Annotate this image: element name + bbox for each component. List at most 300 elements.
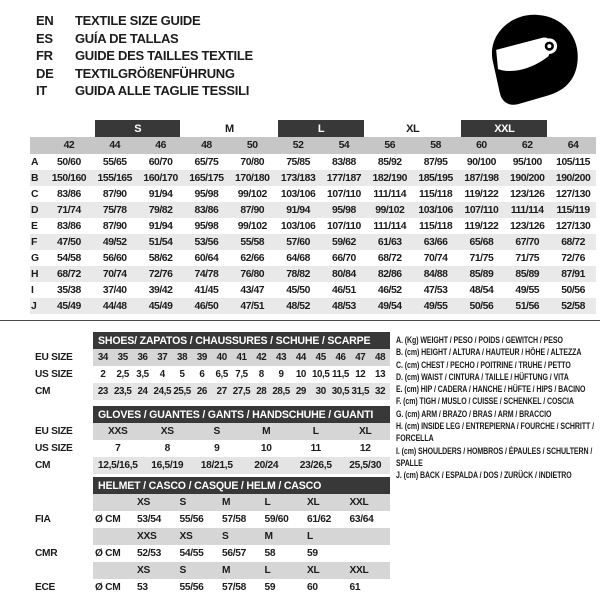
language-title: GUÍA DE TALLAS [75, 30, 179, 46]
value-cell: 20/24 [254, 460, 279, 471]
value-cell: 52/53 [137, 548, 161, 559]
value-cell: 39 [196, 352, 207, 363]
table-row [93, 423, 390, 440]
shoes-table-title: SHOES/ ZAPATOS / CHAUSSURES / SCHUHE / SCARPE [93, 332, 390, 349]
size-value-cell: 111/114 [373, 220, 407, 232]
size-value-cell: 84/88 [413, 266, 459, 282]
table-row [93, 494, 390, 511]
table-row [93, 579, 390, 596]
size-value-cell: 80/84 [321, 266, 367, 282]
value-cell: 57/58 [222, 514, 246, 525]
value-cell: S [213, 426, 220, 437]
language-code: IT [36, 83, 47, 98]
size-value-cell: 48/53 [321, 298, 367, 314]
size-value-cell: 187/198 [458, 170, 504, 186]
unit-cell: Ø CM [95, 548, 121, 559]
size-group-xxl: XXL [461, 120, 547, 137]
row-label-cm: CM [35, 386, 51, 397]
value-cell: 29 [295, 386, 306, 397]
value-cell: 18/21,5 [200, 460, 233, 471]
value-cell: XXL [349, 497, 369, 508]
language-code: EN [36, 13, 54, 28]
value-cell: L [312, 426, 319, 437]
size-value-cell: 107/110 [326, 188, 361, 200]
value-cell: 28 [256, 386, 267, 397]
size-value-cell: 85/92 [377, 156, 402, 168]
language-code: FR [36, 48, 53, 63]
measure-row-label: A [31, 156, 39, 168]
value-cell: 11 [310, 443, 321, 454]
size-value-cell: 75/85 [286, 156, 310, 168]
size-group-xl: XL [406, 122, 420, 135]
row-label-eu-size: EU SIZE [35, 352, 73, 363]
value-cell: 32 [375, 386, 386, 397]
value-cell: M [222, 565, 231, 576]
gloves-table-title: GLOVES / GUANTES / GANTS / HANDSCHUHE / GUANTI [93, 406, 390, 423]
language-title: GUIDE DES TAILLES TEXTILE [75, 48, 253, 63]
value-cell: 53 [137, 582, 148, 593]
value-cell: XS [179, 531, 193, 542]
value-cell: 16,5/19 [151, 460, 184, 471]
value-cell: XXS [108, 426, 128, 437]
size-column-header: 44 [92, 137, 138, 154]
size-value-cell: 107/110 [326, 220, 361, 232]
value-cell: XL [359, 426, 372, 437]
value-cell: 11,5 [332, 369, 349, 380]
language-code: DE [36, 65, 54, 81]
size-column-header: 58 [413, 137, 459, 154]
size-group-spacer [550, 120, 596, 137]
value-cell: S [179, 565, 186, 576]
measure-row-label: B [30, 170, 46, 186]
legend-entry: F. (cm) TIGH / MUSLO / CUISSE / SCHENKEL / COSCIA [396, 396, 574, 407]
size-value-cell: 56/60 [102, 252, 127, 264]
size-value-cell: 85/89 [458, 266, 504, 282]
size-value-cell: 83/86 [57, 188, 81, 200]
value-cell: 8 [258, 369, 264, 380]
size-value-cell: 95/98 [194, 220, 219, 232]
measure-row-label: F [30, 234, 46, 250]
size-value-cell: 45/50 [286, 284, 310, 296]
size-value-cell: 52/58 [550, 298, 596, 314]
value-cell: 61 [349, 582, 361, 593]
unit-cell [93, 528, 135, 545]
size-value-cell: 87/90 [229, 202, 275, 218]
value-cell: 23,5 [113, 386, 132, 397]
value-cell: 43 [276, 352, 287, 363]
value-cell: XXS [137, 531, 157, 542]
size-value-cell: 72/76 [561, 252, 585, 264]
size-value-cell: 90/100 [466, 156, 496, 168]
size-value-cell: 51/54 [138, 234, 184, 250]
size-value-cell: 55/58 [229, 234, 275, 250]
value-cell: 57/58 [222, 582, 246, 593]
measure-row-label: E [31, 220, 38, 232]
value-cell: 37 [157, 352, 168, 363]
unit-cell: Ø CM [95, 514, 121, 525]
size-value-cell: 87/91 [550, 266, 596, 282]
size-value-cell: 68/72 [550, 234, 596, 250]
row-label-spacer [35, 562, 93, 579]
size-column-header: 50 [229, 137, 275, 154]
size-value-cell: 65/68 [458, 234, 504, 250]
value-cell: 28,5 [272, 386, 290, 397]
size-column-header: 64 [550, 137, 596, 154]
size-value-cell: 185/195 [413, 170, 459, 186]
value-cell: M [222, 497, 231, 508]
size-value-cell: 63/66 [413, 234, 459, 250]
size-value-cell: 103/106 [280, 220, 316, 232]
value-cell: 13 [375, 369, 386, 380]
value-cell: XL [307, 497, 320, 508]
size-value-cell: 45/49 [46, 298, 92, 314]
size-value-cell: 35/38 [57, 284, 81, 296]
size-value-cell: 177/187 [321, 170, 367, 186]
legend-entry: A. (Kg) WEIGHT / PESO / POIDS / GEWITCH / PESO [396, 335, 563, 345]
value-cell: 12 [355, 369, 366, 380]
size-value-cell: 49/55 [413, 298, 459, 314]
language-row [36, 47, 253, 65]
value-cell: 2 [100, 369, 106, 380]
language-title-list [36, 12, 253, 100]
value-cell: 44 [295, 352, 306, 363]
size-value-cell: 111/114 [373, 188, 407, 200]
value-cell: L [264, 565, 271, 576]
size-value-cell: 170/180 [229, 170, 275, 186]
size-value-cell: 50/56 [561, 284, 585, 296]
table-row [93, 545, 390, 562]
size-value-cell: 95/98 [194, 188, 219, 200]
size-value-cell: 95/100 [512, 156, 542, 168]
value-cell: 54/55 [179, 548, 204, 559]
size-value-cell: 107/110 [458, 202, 504, 218]
size-value-cell: 75/78 [92, 202, 138, 218]
value-cell: 41 [236, 352, 247, 363]
value-cell: XL [307, 565, 320, 576]
size-value-cell: 46/50 [183, 298, 229, 314]
size-value-cell: 48/54 [469, 284, 494, 296]
size-value-cell: 190/200 [504, 170, 550, 186]
value-cell: 63/64 [349, 514, 374, 525]
value-cell: 24 [137, 386, 148, 397]
size-value-cell: 49/52 [92, 234, 138, 250]
language-title: TEXTILGRÖßENFÜHRUNG [75, 65, 235, 81]
size-value-cell: 91/94 [275, 202, 321, 218]
legend-entry: H. (cm) INSIDE LEG / ENTREPIERNA / FOURCHE / SCHRITT / FORCELLA [396, 421, 594, 444]
size-value-cell: 76/80 [229, 266, 275, 282]
value-cell: 27 [216, 386, 227, 397]
value-cell: 24,5 [153, 386, 172, 397]
language-row [36, 65, 253, 83]
value-cell: 26 [196, 386, 207, 397]
value-cell: 10 [295, 369, 306, 380]
size-value-cell: 64/68 [286, 252, 310, 264]
value-cell: M [262, 426, 271, 437]
value-cell: L [264, 497, 271, 508]
value-cell: 9 [214, 443, 220, 454]
value-cell: XS [160, 426, 174, 437]
corner-spacer [35, 332, 93, 349]
value-cell: S [179, 497, 186, 508]
legend-entry: C. (cm) CHEST / PECHO / POITRINE / TRUHE / PETTO [396, 359, 571, 370]
value-cell: 42 [256, 352, 267, 363]
value-cell: 47 [355, 352, 366, 363]
value-cell: 23 [97, 386, 108, 397]
size-value-cell: 87/90 [102, 188, 127, 200]
size-value-cell: 160/170 [138, 170, 184, 186]
size-value-cell: 47/53 [423, 284, 448, 296]
size-value-cell: 127/130 [555, 188, 591, 200]
size-value-cell: 53/56 [183, 234, 229, 250]
row-label-us-size: US SIZE [35, 369, 73, 380]
value-cell: 53/54 [137, 514, 161, 525]
value-cell [348, 545, 391, 562]
size-value-cell: 59/62 [321, 234, 367, 250]
value-cell: L [307, 531, 313, 542]
size-value-cell: 119/122 [464, 220, 499, 232]
table-row [93, 440, 390, 457]
size-value-cell: 123/126 [510, 220, 545, 232]
size-value-cell: 68/72 [377, 252, 402, 264]
row-label-ece: ECE [35, 582, 56, 593]
value-cell: 35 [117, 352, 128, 363]
table-row [93, 562, 390, 579]
size-value-cell: 44/48 [92, 298, 138, 314]
size-value-cell: 103/106 [280, 188, 316, 200]
size-value-cell: 79/82 [138, 202, 184, 218]
size-value-cell: 39/42 [148, 284, 173, 296]
size-column-header: 52 [275, 137, 321, 154]
value-cell: S [222, 531, 229, 542]
size-value-cell: 49/55 [515, 284, 540, 296]
value-cell: 8 [164, 443, 170, 454]
value-cell: 55/56 [179, 514, 204, 525]
size-value-cell: 47/51 [229, 298, 275, 314]
size-value-cell: 123/126 [510, 188, 545, 200]
value-cell: XXL [349, 565, 369, 576]
table-row [93, 366, 390, 383]
value-cell: 30,5 [331, 386, 350, 397]
size-value-cell: 43/47 [240, 284, 265, 296]
language-title: TEXTILE SIZE GUIDE [75, 13, 201, 28]
value-cell: 3,5 [136, 369, 149, 380]
row-label-us-size: US SIZE [35, 443, 73, 454]
size-value-cell: 62/66 [240, 252, 265, 264]
size-value-cell: 46/52 [377, 284, 402, 296]
value-cell: 10 [260, 443, 272, 454]
size-value-cell: 70/80 [240, 156, 265, 168]
size-value-cell: 83/88 [332, 156, 356, 168]
measure-row-label: G [31, 252, 39, 264]
legend-entry: J. (cm) BACK / ESPALDA / DOS / ZURÜCK / INDIETRO [396, 470, 572, 481]
size-value-cell: 99/102 [237, 220, 267, 232]
section-divider [0, 320, 600, 321]
size-value-cell: 150/160 [46, 170, 92, 186]
value-cell: 58 [264, 548, 276, 559]
size-value-cell: 87/90 [102, 220, 127, 232]
size-value-cell: 119/122 [464, 188, 499, 200]
size-value-cell: 51/56 [504, 298, 550, 314]
size-column-header: 60 [458, 137, 504, 154]
size-value-cell: 115/119 [550, 202, 596, 218]
size-value-cell: 65/75 [194, 156, 219, 168]
size-value-cell: 55/65 [102, 156, 127, 168]
value-cell: 60 [307, 582, 318, 593]
size-value-cell: 61/63 [367, 234, 413, 250]
value-cell: 59 [307, 548, 318, 559]
unit-cell: Ø CM [95, 582, 121, 593]
size-group-spacer [30, 120, 92, 137]
table-row [93, 511, 390, 528]
size-row-label-spacer [30, 137, 46, 154]
size-value-cell: 47/50 [46, 234, 92, 250]
value-cell: 48 [375, 352, 386, 363]
measure-row-label: I [31, 284, 34, 296]
size-value-cell: 74/78 [183, 266, 229, 282]
language-row [36, 12, 253, 30]
size-value-cell: 54/58 [57, 252, 81, 264]
row-label-fia: FIA [35, 514, 51, 525]
size-value-cell: 91/94 [148, 220, 173, 232]
language-title: GUIDA ALLE TAGLIE TESSILI [75, 83, 250, 98]
size-value-cell: 60/70 [148, 156, 173, 168]
value-cell: 38 [177, 352, 188, 363]
size-value-cell: 72/76 [138, 266, 184, 282]
size-value-cell: 155/165 [92, 170, 138, 186]
value-cell: 46 [335, 352, 346, 363]
size-value-cell: 111/114 [504, 202, 550, 218]
row-label-spacer [35, 528, 93, 545]
unit-cell [93, 562, 135, 579]
value-cell: 36 [137, 352, 148, 363]
value-cell: 25,5/30 [349, 460, 382, 471]
textile-size-table [30, 120, 596, 314]
table-row [93, 349, 390, 366]
size-value-cell: 115/118 [418, 188, 453, 200]
language-row [36, 30, 253, 48]
table-row [93, 383, 390, 400]
value-cell: 25,5 [173, 386, 191, 397]
size-value-cell: 99/102 [367, 202, 413, 218]
size-value-cell: 85/89 [504, 266, 550, 282]
size-value-cell: 173/183 [275, 170, 321, 186]
value-cell: 55/56 [179, 582, 204, 593]
size-value-cell: 78/82 [275, 266, 321, 282]
corner-spacer [35, 406, 93, 423]
racing-helmet-icon [476, 8, 586, 110]
size-value-cell: 58/62 [148, 252, 173, 264]
size-value-cell: 105/115 [556, 156, 590, 168]
size-value-cell: 99/102 [237, 188, 267, 200]
table-row [93, 528, 390, 545]
size-value-cell: 68/72 [46, 266, 92, 282]
size-value-cell: 95/98 [321, 202, 367, 218]
size-value-cell: 57/60 [275, 234, 321, 250]
size-column-header: 42 [46, 137, 92, 154]
value-cell: 40 [216, 352, 227, 363]
size-value-cell: 182/190 [367, 170, 413, 186]
size-value-cell: 127/130 [555, 220, 591, 232]
size-value-cell: 70/74 [92, 266, 138, 282]
size-value-cell: 50/60 [57, 156, 81, 168]
corner-spacer [35, 477, 93, 494]
size-value-cell: 37/40 [102, 284, 127, 296]
size-value-cell: 49/54 [367, 298, 413, 314]
size-value-cell: 50/56 [458, 298, 504, 314]
size-value-cell: 70/74 [423, 252, 448, 264]
shoes-size-table [35, 332, 390, 400]
size-value-cell: 87/95 [423, 156, 448, 168]
size-group-m: M [224, 122, 234, 135]
value-cell: 61/62 [307, 514, 331, 525]
measure-row-label: J [30, 298, 46, 314]
value-cell: XS [137, 497, 150, 508]
value-cell: 2,5 [116, 369, 129, 380]
value-cell: M [264, 531, 273, 542]
value-cell: 6,5 [215, 369, 228, 380]
size-value-cell: 67/70 [504, 234, 550, 250]
value-cell: 34 [97, 352, 108, 363]
size-group-l: L [278, 120, 364, 137]
measurement-legend [396, 334, 596, 482]
measure-row-label: C [31, 188, 39, 200]
size-column-header: 46 [138, 137, 184, 154]
language-code: ES [36, 30, 53, 46]
legend-entry: G. (cm) ARM / BRAZO / BRAS / ARM / BRACCIO [396, 408, 552, 419]
size-column-header: 56 [367, 137, 413, 154]
helmet-size-table [35, 477, 390, 596]
measure-row-label: D [30, 202, 46, 218]
legend-entry: D. (cm) WAIST / CINTURA / TAILLE / HÜFTUNG / VITA [396, 371, 569, 382]
measure-row-label: H [30, 266, 46, 282]
value-cell: 30 [315, 386, 326, 397]
value-cell: 59 [264, 582, 276, 593]
size-value-cell: 71/75 [515, 252, 540, 264]
value-cell: 12,5/16,5 [97, 460, 138, 471]
size-value-cell: 60/64 [194, 252, 219, 264]
value-cell: 7 [115, 443, 121, 454]
size-value-cell: 41/45 [194, 284, 219, 296]
value-cell: 23/26,5 [299, 460, 332, 471]
size-value-cell: 83/86 [183, 202, 229, 218]
size-value-cell: 115/118 [418, 220, 453, 232]
value-cell: 7,5 [235, 369, 248, 380]
size-value-cell: 82/86 [367, 266, 413, 282]
row-label-cm: CM [35, 460, 51, 471]
value-cell: 6 [199, 369, 205, 380]
size-group-s: S [95, 120, 181, 137]
value-cell: 45 [315, 352, 326, 363]
row-label-spacer [35, 494, 93, 511]
legend-entry: I. (cm) SHOULDERS / HOMBROS / ÉPAULES / SCHULTERN / SPALLE [396, 445, 593, 468]
size-value-cell: 46/51 [332, 284, 356, 296]
size-value-cell: 103/106 [413, 202, 459, 218]
size-column-header: 54 [321, 137, 367, 154]
value-cell [348, 528, 391, 545]
row-label-eu-size: EU SIZE [35, 426, 73, 437]
size-value-cell: 71/74 [46, 202, 92, 218]
size-column-header: 48 [183, 137, 229, 154]
legend-entry: B. (cm) HEIGHT / ALTURA / HAUTEUR / HÖHE / ALTEZZA [396, 347, 582, 358]
value-cell: 5 [179, 369, 185, 380]
helmet-table-title: HELMET / CASCO / CASQUE / HELM / CASCO [93, 477, 390, 494]
row-label-cmr: CMR [35, 548, 58, 559]
value-cell: 31,5 [351, 386, 370, 397]
value-cell: 27,5 [232, 386, 251, 397]
value-cell: 12 [359, 443, 371, 454]
value-cell: XS [137, 565, 150, 576]
value-cell: 10,5 [311, 369, 330, 380]
